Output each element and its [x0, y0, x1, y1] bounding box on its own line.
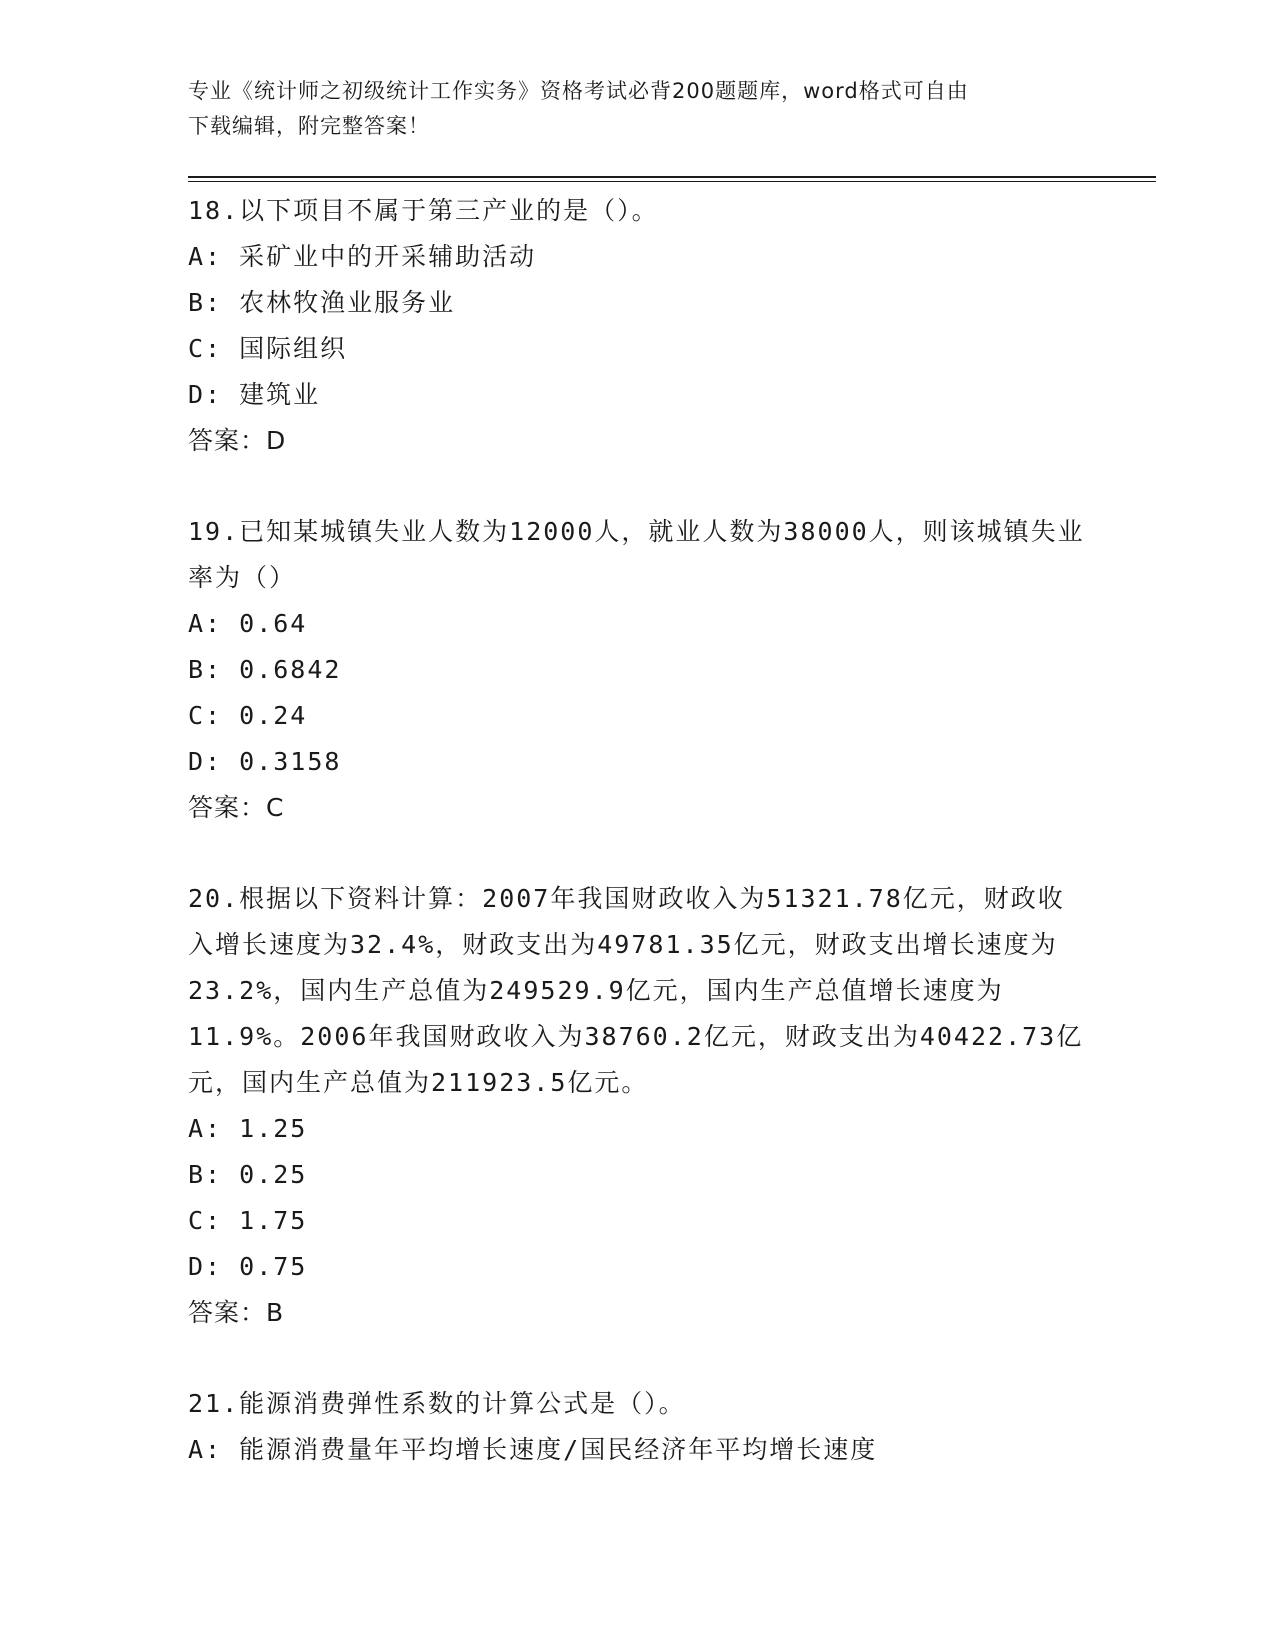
question-18	[188, 188, 1088, 464]
answer-line: 答案：C	[188, 793, 285, 822]
option-c: C: 0.24	[188, 701, 308, 730]
option-b: B: 0.25	[188, 1160, 308, 1189]
question-stem: 21.能源消费弹性系数的计算公式是（）。	[188, 1389, 686, 1418]
option-d: D: 建筑业	[188, 380, 321, 409]
option-a: A: 0.64	[188, 609, 308, 638]
question-20	[188, 876, 1088, 1336]
answer-line: 答案：B	[188, 1298, 285, 1327]
option-b: B: 0.6842	[188, 655, 342, 684]
option-a: A: 采矿业中的开采辅助活动	[188, 242, 537, 271]
question-21	[188, 1381, 1088, 1473]
option-c: C: 1.75	[188, 1206, 308, 1235]
option-a: A: 能源消费量年平均增长速度/国民经济年平均增长速度	[188, 1435, 878, 1464]
answer-line: 答案：D	[188, 426, 287, 455]
question-list	[188, 188, 1088, 1518]
option-d: D: 0.75	[188, 1252, 308, 1281]
option-b: B: 农林牧渔业服务业	[188, 288, 456, 317]
header-rule-thick	[188, 176, 1156, 178]
question-stem: 20.根据以下资料计算：2007年我国财政收入为51321.78亿元，财政收入增长速度为32.4%，财政支出为49781.35亿元，财政支出增长速度为23.2%，国内生产总值为249529.9亿元，国内生产总值增长速度为11.9%。2006年我国财政收入为38760.2亿元，财政支出为40422.73亿元，国内生产总值为211923.5亿元。	[188, 884, 1084, 1097]
question-stem: 19.已知某城镇失业人数为12000人，就业人数为38000人，则该城镇失业率为（）	[188, 517, 1085, 592]
header-line-1: 专业《统计师之初级统计工作实务》资格考试必背200题题库，word格式可自由	[188, 79, 969, 103]
question-stem: 18.以下项目不属于第三产业的是（）。	[188, 196, 659, 225]
document-header	[188, 74, 1068, 144]
header-rule-thin	[188, 181, 1156, 182]
option-d: D: 0.3158	[188, 747, 342, 776]
option-a: A: 1.25	[188, 1114, 308, 1143]
header-line-2: 下载编辑，附完整答案！	[188, 114, 430, 138]
question-19	[188, 509, 1088, 831]
option-c: C: 国际组织	[188, 334, 348, 363]
